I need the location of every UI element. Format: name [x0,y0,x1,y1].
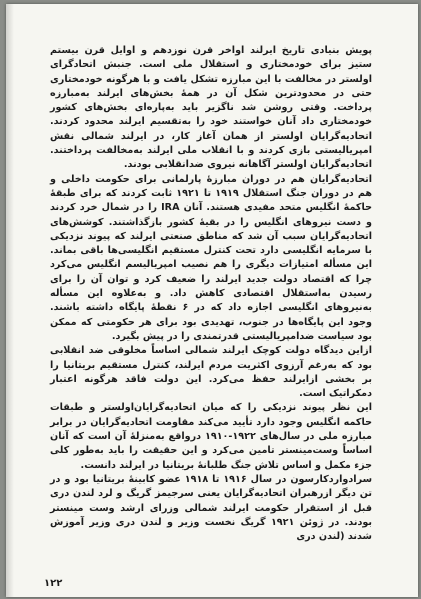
body-text [50,44,372,544]
book-page [6,4,418,597]
paragraph-4: این نظر پیوند نزدیکی را که میان اتحادیه‌گرایان‌اولستر و طبقات حاکمه انگلیس وجود دارد تأیید می‌کند مقاومت اتحادیه‌گرایان در برابر مبارزه ملی در سال‌های ۱۹۲۲-۱۹۱۰ درواقع به‌منزلهٔ آن است که آنان اساساً وست‌مینستر تامین می‌کرد و این حقیقت را باید به‌طور کلی جزء مکمل و اساس تلاش جنگ طلبانهٔ بریتانیا در ایرلند دانست. [50,402,372,471]
paragraph-5: سرادوارد‌کارسون در سال ۱۹۱۶ تا ۱۹۱۸ عضو کابینهٔ بریتانیا بود و در تن دیگر ازرهبران اتحادیه‌گرایان یعنی سرجیمز گریگ و لرد لندن دری قبل از استقرار حکومت ایرلند شمالی وزرای ارشد وست مینستر بودند. در ژوئن ۱۹۲۱ گریگ نخست وزیر و لندن دری وزیر آموزش شدند (لندن دری [50,473,373,543]
page-number: ۱۲۲ [44,578,63,589]
paragraph-2: اتحادیه‌گرایان هم در دوران مبارزهٔ پارلمانی برای حکومت داخلی و هم در دوران جنگ استقلال ۱۹۱۹ تا ۱۹۲۱ ثابت کردند که برای طبقهٔ حاکمهٔ انگلیس متحد مفیدی هستند. آنان IRA را در شمال خرد کردند و دست نیروهای انگلیس را در بقیهٔ کشور بازگذاشتند. کوشش‌های اتحادیه‌گرایان سبب آن شد که مناطق صنعتی ایرلند که پیوند نزدیکی با سرمایه انگلیسی دارد تحت کنترل مستقیم انگلیسی‌ها باقی بماند. این مسأله امتیازات دیگری را هم نصیب امپریالیسم انگلیس می‌کرد چرا که اقتصاد دولت جدید ایرلند را ضعیف کرد و توان آن را برای رسیدن به‌استقلال اقتصادی کاهش داد. و به‌علاوه این مسأله به‌نیروهای انگلیسی اجازه داد که در ۶ نقطهٔ پایگاه داشته باشند. وجود این پایگاه‌ها در جنوب‌، تهدیدی بود برای هر حکومتی که ممکن بود سیاست ضدامپریالیستی قدرتمندی را در پیش بگیرد. [50,173,373,342]
paragraph-1: پویش بنیادی تاریخ ایرلند اواخر قرن نوزدهم و اوایل قرن بیستم ستیز برای خودمختاری و استقلال ملی است. جنبش اتحادگرای اولستر در مخالفت با این مبارزه تشکل یافت و با هرگونه خودمختاری حتی در محدودترین شکل آن در همهٔ بخش‌های ایرلند به‌مبارزه پرداخت. وقتی روشن شد ناگزیر باید به‌پاره‌ای بخش‌های کشور خودمختاری داد آنان خواستند خود را به‌تقسیم ایرلند محدود کردند. اتحادیه‌گرایان اولستر از همان آغاز کار، در ایرلند شمالی نقش امپریالیستی بازی کردند و با انقلاب ملی ایرلند به‌مخالفت پرداختند. اتحادیه‌گرایان اولستر آگاهانه نیروی ضدانقلابی بودند. [50,45,372,171]
binding-shadow [6,4,14,597]
paragraph-3: ازاین دیدگاه دولت کوچک ایرلند شمالی اساساً مخلوقی ضد انقلابی بود که به‌رغم آرزوی اکثریت مردم ایرلند، کنترل مستقیم بریتانیا را بر بخشی ازایرلند حفظ می‌کرد. این دولت فاقد هرگونه اعتبار دمکراتیک است. [50,345,372,400]
